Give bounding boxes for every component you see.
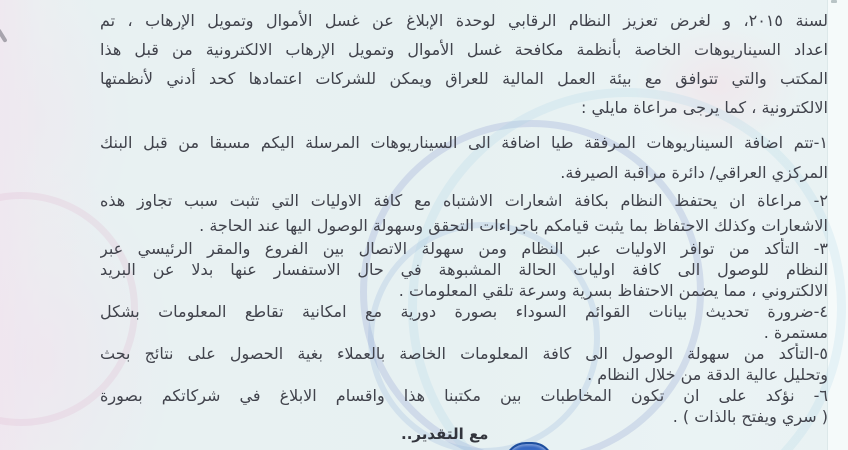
blue-logo-top-edge	[504, 442, 554, 450]
text-line: مستمرة .	[763, 323, 828, 342]
text-line: لسنة ٢٠١٥، و لغرض تعزيز النظام الرقابي لوحدة الإبلاغ عن غسل الأموال وتمويل الإرهاب ، تم	[100, 11, 828, 30]
list-item-5	[100, 343, 828, 385]
list-item-6	[100, 385, 828, 427]
scanner-right-edge	[827, 0, 848, 450]
list-item-4	[100, 301, 828, 343]
text-line: النظام للوصول الى كافة اوليات الحالة المشبوهة في حال الاستفسار عنها بدلا عن البريد	[100, 260, 828, 279]
text-line: وتحليل عالية الدقة من خلال النظام .	[587, 365, 828, 384]
intro-paragraph	[100, 6, 828, 122]
scan-artifact	[831, 0, 837, 3]
list-item-1	[100, 128, 828, 188]
text-line: ٢- مراعاة ان يحتفظ النظام بكافة اشعارات الاشتباه مع كافة الاوليات التي تثبت سبب تجاوز هذه	[100, 191, 828, 210]
text-line: الالكتروني ، مما يضمن الاحتفاظ بسرية وسرعة تلقي المعلومات .	[398, 281, 828, 300]
list-item-2	[100, 188, 828, 238]
closing-salutation: مع التقدير..	[401, 425, 489, 443]
text-line: الاشعارات وكذلك الاحتفاظ بما يثبت قيامكم باجراءات التحقق وسهولة الوصول اليها عند الحاجة .	[199, 216, 828, 235]
letter-body	[100, 6, 828, 427]
text-line: الالكترونية ، كما يرجى مراعاة مايلي :	[580, 98, 828, 117]
text-line: المركزي العراقي/ دائرة مراقبة الصيرفة.	[560, 163, 828, 182]
text-line: اعداد السيناريوهات الخاصة بأنظمة مكافحة غسل الأموال وتمويل الإرهاب الالكترونية من قبل هذا	[100, 40, 828, 59]
text-line: ١-تتم اضافة السيناريوهات المرفقة طيا اضافة الى السيناريوهات المرسلة اليكم مسبقا من قبل البنك	[100, 133, 828, 152]
text-line: ٥-التأكد من سهولة الوصول الى كافة المعلومات الخاصة بالعملاء بغية الحصول على نتائج بحث	[100, 344, 828, 363]
text-line: المكتب والتي تتوافق مع بيئة العمل المالية للعراق ويمكن للشركات اعتمادها كحد أدني لأنظمتها	[100, 69, 828, 88]
text-line: ( سري ويفتح بالذات ) .	[672, 407, 828, 426]
text-line: ٣- التأكد من توافر الاوليات عبر النظام ومن سهولة الاتصال بين الفروع والمقر الرئيسي عبر	[100, 239, 828, 258]
scan-artifact	[0, 28, 8, 43]
text-line: ٤-ضرورة تحديث بيانات القوائم السوداء بصورة دورية مع امكانية تقاطع المعلومات بشكل	[100, 302, 828, 321]
text-line: ٦- نؤكد على ان تكون المخاطبات بين مكتبنا هذا واقسام الابلاغ في شركاتكم بصورة	[100, 386, 828, 405]
list-item-3	[100, 238, 828, 301]
